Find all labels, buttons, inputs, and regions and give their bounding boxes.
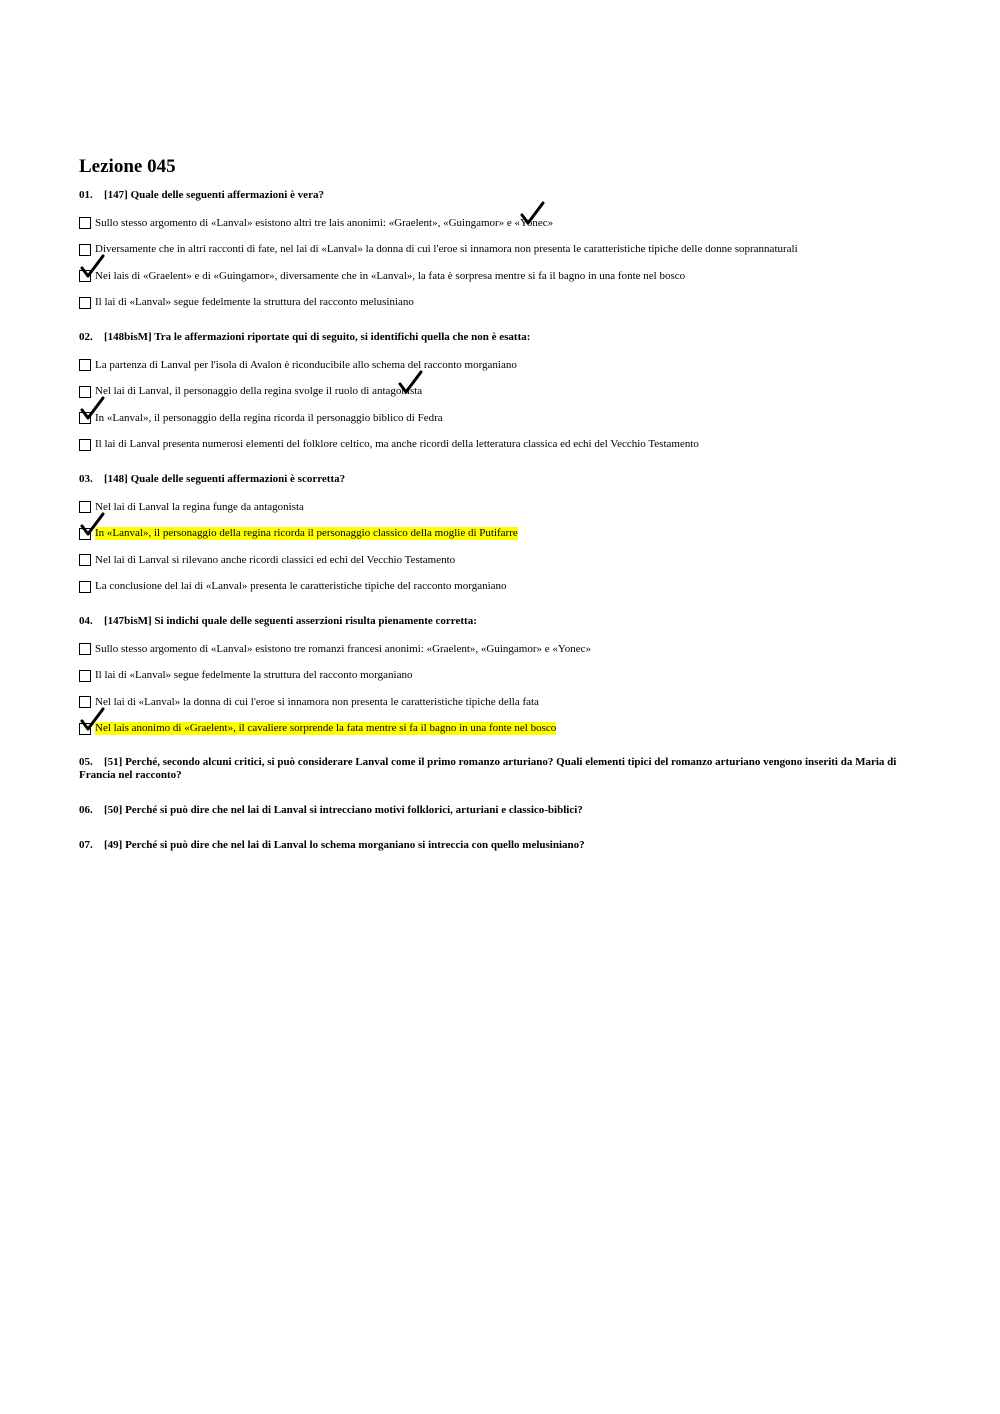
answer-text: La conclusione del lai di «Lanval» presenta le caratteristiche tipiche del racconto morganiano (95, 580, 507, 593)
question-number: 06. (79, 804, 93, 816)
answer-option[interactable] (79, 521, 919, 548)
answer-text: Sullo stesso argomento di «Lanval» esistono altri tre lais anonimi: «Graelent», «Guingamor» e «Yonec» (95, 216, 554, 229)
answer-text: Il lai di «Lanval» segue fedelmente la struttura del racconto morganiano (95, 669, 413, 682)
question-03 (79, 472, 919, 600)
answer-option[interactable] (79, 405, 919, 432)
question-02 (79, 330, 919, 458)
handwritten-check-icon (79, 707, 107, 735)
question-number: 07. (79, 839, 93, 851)
answer-checkbox[interactable] (79, 554, 91, 566)
answer-text: Il lai di «Lanval» segue fedelmente la struttura del racconto melusiniano (95, 296, 414, 309)
question-text: [50] Perché si può dire che nel lai di Lanval si intrecciano motivi folklorici, arturiani e classico-biblici? (104, 804, 583, 816)
question-01 (79, 188, 919, 316)
question-header (79, 472, 919, 486)
answer-option[interactable] (79, 432, 919, 459)
open-question-06 (79, 804, 919, 817)
answer-option[interactable] (79, 689, 919, 716)
answer-text: Il lai di Lanval presenta numerosi elementi del folklore celtico, ma anche ricordi della letteratura classica ed echi del Vecchio Testamento (95, 438, 699, 451)
question-header (79, 330, 919, 344)
question-header (79, 614, 919, 628)
answer-text: In «Lanval», il personaggio della regina ricorda il personaggio biblico di Fedra (95, 411, 443, 424)
page-title: Lezione 045 (79, 156, 176, 177)
answer-option[interactable] (79, 716, 919, 743)
answer-checkbox[interactable] (79, 359, 91, 371)
answer-option[interactable] (79, 636, 919, 663)
handwritten-check-icon (79, 512, 107, 540)
answer-text: Diversamente che in altri racconti di fate, nel lai di «Lanval» la donna di cui l'eroe si innamora non presenta le caratteristiche tipiche delle donne soprannaturali (95, 243, 798, 256)
answer-option[interactable] (79, 263, 919, 290)
answer-text: Nei lais di «Graelent» e di «Guingamor», diversamente che in «Lanval», la fata è sorpresa mentre si fa il bagno in una fonte nel bosco (95, 269, 686, 282)
handwritten-check-icon (397, 370, 425, 398)
answer-text: Nel lai di Lanval, il personaggio della regina svolge il ruolo di antagonista (95, 385, 423, 398)
answer-checkbox[interactable] (79, 581, 91, 593)
answer-checkbox[interactable] (79, 297, 91, 309)
question-text: [49] Perché si può dire che nel lai di Lanval lo schema morganiano si intreccia con quello melusiniano? (104, 839, 585, 851)
question-text: [147bisM] Si indichi quale delle seguenti asserzioni risulta pienamente corretta: (104, 615, 477, 627)
answer-option[interactable] (79, 352, 919, 379)
question-header (79, 188, 919, 202)
answer-text-highlighted: In «Lanval», il personaggio della regina ricorda il personaggio classico della moglie di Putifarre (95, 527, 518, 540)
handwritten-check-icon (79, 254, 107, 282)
handwritten-check-icon (519, 201, 547, 229)
open-question-05 (79, 756, 919, 782)
answer-option[interactable] (79, 574, 919, 601)
answer-checkbox[interactable] (79, 217, 91, 229)
answer-checkbox[interactable] (79, 670, 91, 682)
question-number: 05. (79, 756, 93, 768)
answer-option[interactable] (79, 290, 919, 317)
answer-option[interactable] (79, 237, 919, 264)
handwritten-check-icon (79, 396, 107, 424)
answer-text: Nel lai di Lanval si rilevano anche ricordi classici ed echi del Vecchio Testamento (95, 553, 456, 566)
answer-text: Nel lai di «Lanval» la donna di cui l'eroe si innamora non presenta le caratteristiche tipiche della fata (95, 695, 539, 708)
answer-option[interactable] (79, 547, 919, 574)
question-number: 02. (79, 331, 93, 343)
question-text: [147] Quale delle seguenti affermazioni è vera? (104, 189, 324, 201)
answer-option[interactable] (79, 494, 919, 521)
answer-option[interactable] (79, 379, 919, 406)
answer-option[interactable] (79, 210, 919, 237)
answer-text: La partenza di Lanval per l'isola di Avalon è riconducibile allo schema del racconto morganiano (95, 358, 517, 371)
answer-text: Nel lai di Lanval la regina funge da antagonista (95, 500, 304, 513)
question-number: 01. (79, 189, 93, 201)
page-content (79, 155, 919, 874)
question-number: 03. (79, 473, 93, 485)
answer-checkbox[interactable] (79, 643, 91, 655)
answer-option[interactable] (79, 663, 919, 690)
answer-checkbox[interactable] (79, 439, 91, 451)
answer-text-highlighted: Nel lais anonimo di «Graelent», il cavaliere sorprende la fata mentre si fa il bagno in una fonte nel bosco (95, 722, 557, 735)
question-text: [148] Quale delle seguenti affermazioni è scorretta? (104, 473, 346, 485)
question-text: [148bisM] Tra le affermazioni riportate qui di seguito, si identifichi quella che non è esatta: (104, 331, 531, 343)
open-question-07 (79, 839, 919, 852)
question-text: [51] Perché, secondo alcuni critici, si può considerare Lanval come il primo romanzo arturiano? Quali elementi tipici del romanzo arturiano vengono inseriti da Maria di Francia nel racconto? (79, 756, 897, 781)
question-number: 04. (79, 615, 93, 627)
question-04 (79, 614, 919, 742)
answer-text: Sullo stesso argomento di «Lanval» esistono tre romanzi francesi anonimi: «Graelent», «Guingamor» e «Yonec» (95, 642, 592, 655)
